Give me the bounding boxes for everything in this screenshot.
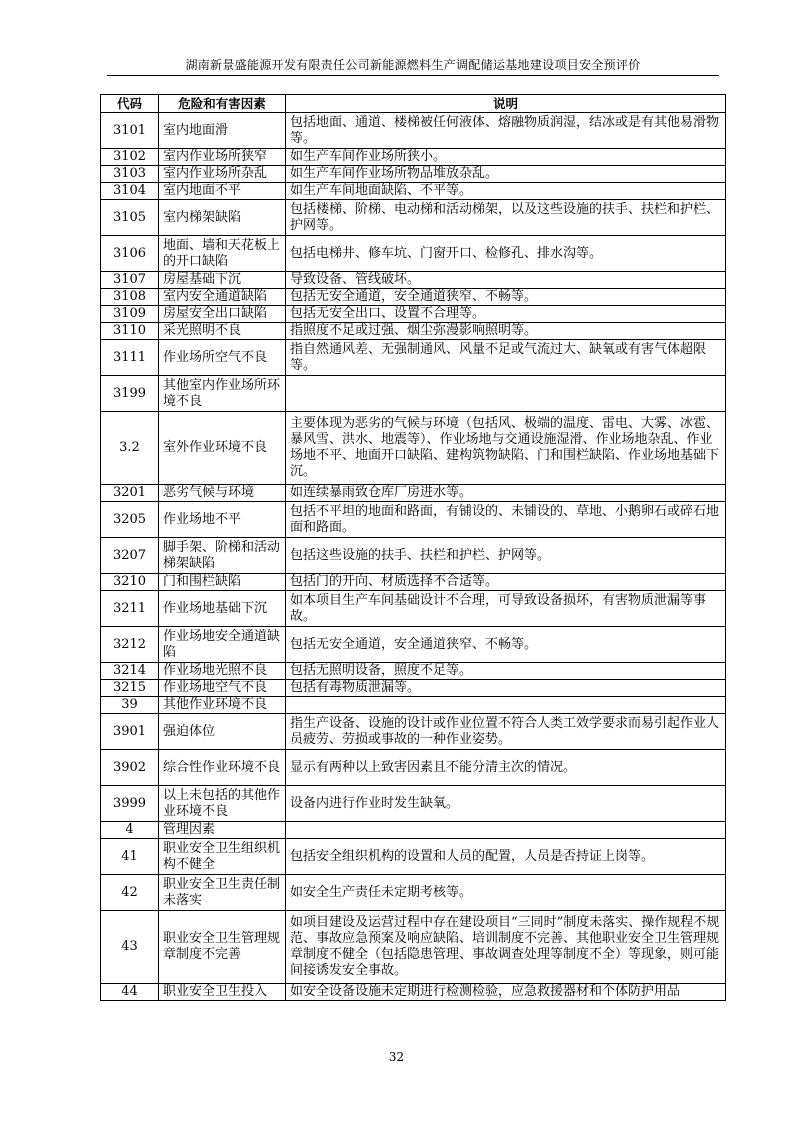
table-row — [101, 714, 726, 750]
row-description: 包括地面、通道、楼梯被任何液体、熔融物质润湿，结冰或是有其他易滑物等。 — [286, 113, 726, 149]
table-row — [101, 236, 726, 272]
table-row — [101, 822, 726, 839]
row-description: 如生产车间作业场所物品堆放杂乱。 — [286, 166, 726, 183]
row-description: 指生产设备、设施的设计或作业位置不符合人类工效学要求而易引起作业人员疲劳、劳损或事故的一种作业姿势。 — [286, 714, 726, 750]
table-row — [101, 183, 726, 200]
row-factor: 职业安全卫生投入 — [159, 984, 286, 1001]
row-description: 如生产车间作业场所狭小。 — [286, 149, 726, 166]
row-description: 指照度不足或过强、烟尘弥漫影响照明等。 — [286, 323, 726, 340]
row-description: 如安全生产责任未定期考核等。 — [286, 875, 726, 911]
row-code: 3214 — [101, 663, 159, 680]
row-code: 3210 — [101, 574, 159, 591]
row-factor: 职业安全卫生组织机构不健全 — [159, 839, 286, 875]
row-description: 包括这些设施的扶手、扶栏和护栏、护网等。 — [286, 538, 726, 574]
row-description: 如生产车间地面缺陷、不平等。 — [286, 183, 726, 200]
row-code: 3999 — [101, 786, 159, 822]
row-description: 包括无安全通道，安全通道狭窄、不畅等。 — [286, 627, 726, 663]
row-description: 包括无安全通道，安全通道狭窄、不畅等。 — [286, 289, 726, 306]
row-code: 3101 — [101, 113, 159, 149]
table-row — [101, 113, 726, 149]
row-factor: 管理因素 — [159, 822, 286, 839]
row-description: 包括门的开向、材质选择不合适等。 — [286, 574, 726, 591]
row-code: 4 — [101, 822, 159, 839]
table-row — [101, 340, 726, 376]
row-factor: 恶劣气候与环境 — [159, 485, 286, 502]
row-code: 3.2 — [101, 412, 159, 485]
row-code: 3111 — [101, 340, 159, 376]
table-row — [101, 750, 726, 786]
column-header-description: 说明 — [286, 95, 726, 113]
row-factor: 房屋安全出口缺陷 — [159, 306, 286, 323]
row-factor: 作业场地光照不良 — [159, 663, 286, 680]
header-rule — [107, 75, 719, 76]
table-row — [101, 984, 726, 1001]
table-row — [101, 538, 726, 574]
row-factor: 作业场地基础下沉 — [159, 591, 286, 627]
row-description — [286, 376, 726, 412]
row-factor: 室内安全通道缺陷 — [159, 289, 286, 306]
row-code: 42 — [101, 875, 159, 911]
table-row — [101, 697, 726, 714]
row-description: 包括安全组织机构的设置和人员的配置，人员是否持证上岗等。 — [286, 839, 726, 875]
row-code: 3205 — [101, 502, 159, 538]
table-body — [101, 113, 726, 1001]
row-code: 3108 — [101, 289, 159, 306]
row-code: 3103 — [101, 166, 159, 183]
row-factor: 作业场地空气不良 — [159, 680, 286, 697]
row-factor: 室内作业场所杂乱 — [159, 166, 286, 183]
table-row — [101, 485, 726, 502]
row-factor: 室内地面不平 — [159, 183, 286, 200]
row-description: 如项目建设及运营过程中存在建设项目“三同时”制度未落实、操作规程不规范、事故应急预案及响应缺陷、培训制度不完善、其他职业安全卫生管理规章制度不健全（包括隐患管理、事故调查处理等制度不全）等现象，则可能间接诱发安全事故。 — [286, 911, 726, 984]
row-description: 主要体现为恶劣的气候与环境（包括风、极端的温度、雷电、大雾、冰雹、暴风雪、洪水、地震等）、作业场地与交通设施湿滑、作业场地杂乱、作业场地不平、地面开口缺陷、建构筑物缺陷、门和围栏缺陷、作业场地基础下沉。 — [286, 412, 726, 485]
row-factor: 室内梯架缺陷 — [159, 200, 286, 236]
row-factor: 作业场地安全通道缺陷 — [159, 627, 286, 663]
table-header-row — [101, 95, 726, 113]
row-factor: 门和围栏缺陷 — [159, 574, 286, 591]
row-code: 44 — [101, 984, 159, 1001]
row-factor: 地面、墙和天花板上的开口缺陷 — [159, 236, 286, 272]
row-factor: 采光照明不良 — [159, 323, 286, 340]
table-row — [101, 627, 726, 663]
row-factor: 综合性作业环境不良 — [159, 750, 286, 786]
table-row — [101, 289, 726, 306]
row-description: 如安全设备设施未定期进行检测检验，应急救援器材和个体防护用品 — [286, 984, 726, 1001]
row-factor: 作业场所空气不良 — [159, 340, 286, 376]
page-header: 湖南新景盛能源开发有限责任公司新能源燃料生产调配储运基地建设项目安全预评价 — [185, 58, 641, 72]
row-description: 包括有毒物质泄漏等。 — [286, 680, 726, 697]
row-code: 41 — [101, 839, 159, 875]
table-row — [101, 875, 726, 911]
table-row — [101, 574, 726, 591]
table-row — [101, 911, 726, 984]
row-description: 显示有两种以上致害因素且不能分清主次的情况。 — [286, 750, 726, 786]
row-code: 3207 — [101, 538, 159, 574]
page-number: 32 — [388, 1050, 405, 1064]
row-description: 如本项目生产车间基础设计不合理，可导致设备损坏，有害物质泄漏等事故。 — [286, 591, 726, 627]
table-row — [101, 376, 726, 412]
column-header-factor: 危险和有害因素 — [159, 95, 286, 113]
table-row — [101, 839, 726, 875]
table-row — [101, 149, 726, 166]
row-code: 39 — [101, 697, 159, 714]
row-description: 包括不平坦的地面和路面，有铺设的、未铺设的、草地、小鹅卵石或碎石地面和路面。 — [286, 502, 726, 538]
row-description — [286, 822, 726, 839]
row-factor: 职业安全卫生管理规章制度不完善 — [159, 911, 286, 984]
row-description: 包括无安全出口、设置不合理等。 — [286, 306, 726, 323]
row-factor: 其他作业环境不良 — [159, 697, 286, 714]
row-factor: 室内作业场所狭窄 — [159, 149, 286, 166]
row-code: 3102 — [101, 149, 159, 166]
column-header-code: 代码 — [101, 95, 159, 113]
row-code: 3106 — [101, 236, 159, 272]
row-description: 如连续暴雨致仓库厂房进水等。 — [286, 485, 726, 502]
row-factor: 室内地面滑 — [159, 113, 286, 149]
table-row — [101, 663, 726, 680]
table-row — [101, 591, 726, 627]
row-description — [286, 697, 726, 714]
table-row — [101, 306, 726, 323]
row-code: 3110 — [101, 323, 159, 340]
row-factor: 脚手架、阶梯和活动梯架缺陷 — [159, 538, 286, 574]
row-factor: 职业安全卫生责任制未落实 — [159, 875, 286, 911]
row-factor: 其他室内作业场所环境不良 — [159, 376, 286, 412]
row-code: 3211 — [101, 591, 159, 627]
row-code: 3201 — [101, 485, 159, 502]
table-row — [101, 680, 726, 697]
row-code: 3199 — [101, 376, 159, 412]
row-code: 3901 — [101, 714, 159, 750]
table-row — [101, 412, 726, 485]
row-description: 设备内进行作业时发生缺氧。 — [286, 786, 726, 822]
row-code: 3109 — [101, 306, 159, 323]
table-row — [101, 786, 726, 822]
row-factor: 以上未包括的其他作业环境不良 — [159, 786, 286, 822]
table-row — [101, 166, 726, 183]
row-description: 包括楼梯、阶梯、电动梯和活动梯架，以及这些设施的扶手、扶栏和护栏、护网等。 — [286, 200, 726, 236]
table-row — [101, 502, 726, 538]
table-row — [101, 200, 726, 236]
row-code: 3212 — [101, 627, 159, 663]
row-factor: 室外作业环境不良 — [159, 412, 286, 485]
row-code: 3107 — [101, 272, 159, 289]
row-factor: 房屋基础下沉 — [159, 272, 286, 289]
row-description: 指自然通风差、无强制通风、风量不足或气流过大、缺氧或有害气体超限等。 — [286, 340, 726, 376]
row-code: 3104 — [101, 183, 159, 200]
row-code: 3902 — [101, 750, 159, 786]
row-description: 包括电梯井、修车坑、门窗开口、检修孔、排水沟等。 — [286, 236, 726, 272]
row-code: 3105 — [101, 200, 159, 236]
row-description: 导致设备、管线破坏。 — [286, 272, 726, 289]
row-factor: 强迫体位 — [159, 714, 286, 750]
row-code: 43 — [101, 911, 159, 984]
row-description: 包括无照明设备，照度不足等。 — [286, 663, 726, 680]
table-row — [101, 323, 726, 340]
hazard-factors-table — [100, 94, 726, 1001]
row-factor: 作业场地不平 — [159, 502, 286, 538]
row-code: 3215 — [101, 680, 159, 697]
table-row — [101, 272, 726, 289]
